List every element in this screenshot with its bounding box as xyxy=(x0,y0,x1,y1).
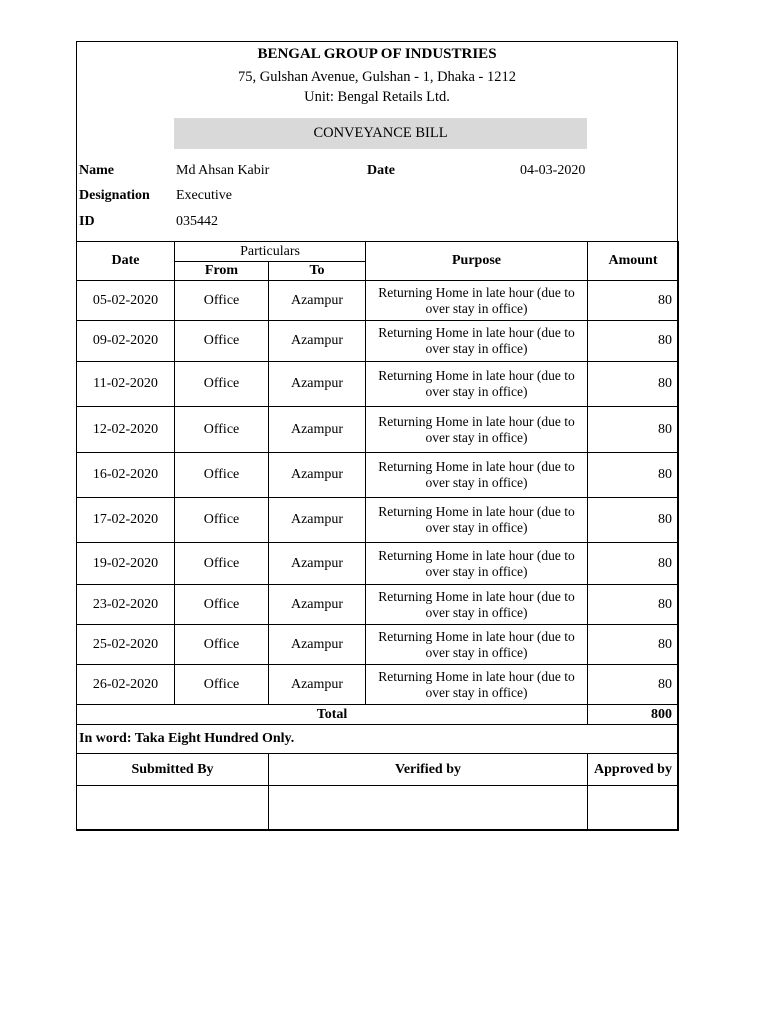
inword-row xyxy=(77,725,679,754)
row-to: Azampur xyxy=(269,625,366,665)
row-date: 17-02-2020 xyxy=(77,498,175,543)
row-from: Office xyxy=(175,665,269,705)
row-to: Azampur xyxy=(269,665,366,705)
row-date: 19-02-2020 xyxy=(77,543,175,585)
column-header-particulars: Particulars xyxy=(175,242,366,262)
row-to: Azampur xyxy=(269,453,366,498)
row-to: Azampur xyxy=(269,362,366,407)
row-purpose: Returning Home in late hour (due to over stay in office) xyxy=(366,453,588,498)
column-header-from: From xyxy=(175,262,269,281)
row-date: 16-02-2020 xyxy=(77,453,175,498)
row-amount: 80 xyxy=(588,585,679,625)
row-purpose: Returning Home in late hour (due to over stay in office) xyxy=(366,625,588,665)
company-address: 75, Gulshan Avenue, Gulshan - 1, Dhaka - 1212 xyxy=(238,69,516,85)
row-to: Azampur xyxy=(269,321,366,362)
row-amount: 80 xyxy=(588,498,679,543)
row-amount: 80 xyxy=(588,543,679,585)
row-to: Azampur xyxy=(269,281,366,321)
row-amount: 80 xyxy=(588,407,679,453)
total-value: 800 xyxy=(588,705,679,725)
row-amount: 80 xyxy=(588,665,679,705)
row-purpose: Returning Home in late hour (due to over stay in office) xyxy=(366,362,588,407)
row-from: Office xyxy=(175,281,269,321)
table-row xyxy=(77,665,679,705)
row-purpose: Returning Home in late hour (due to over stay in office) xyxy=(366,407,588,453)
row-amount: 80 xyxy=(588,281,679,321)
row-purpose: Returning Home in late hour (due to over stay in office) xyxy=(366,665,588,705)
row-amount: 80 xyxy=(588,625,679,665)
company-name: BENGAL GROUP OF INDUSTRIES xyxy=(257,46,497,62)
row-to: Azampur xyxy=(269,543,366,585)
table-row xyxy=(77,543,679,585)
row-from: Office xyxy=(175,625,269,665)
column-header-date: Date xyxy=(77,242,175,281)
row-from: Office xyxy=(175,585,269,625)
column-header-to: To xyxy=(269,262,366,281)
name-label: Name xyxy=(79,163,114,178)
row-date: 26-02-2020 xyxy=(77,665,175,705)
total-label: Total xyxy=(77,705,588,725)
signature-header-row xyxy=(77,754,679,786)
row-to: Azampur xyxy=(269,498,366,543)
column-header-amount: Amount xyxy=(588,242,679,281)
table-row xyxy=(77,625,679,665)
row-purpose: Returning Home in late hour (due to over stay in office) xyxy=(366,498,588,543)
row-date: 11-02-2020 xyxy=(77,362,175,407)
row-amount: 80 xyxy=(588,321,679,362)
id-label: ID xyxy=(79,214,95,229)
table-row xyxy=(77,585,679,625)
table-row xyxy=(77,281,679,321)
row-date: 12-02-2020 xyxy=(77,407,175,453)
table-row xyxy=(77,498,679,543)
designation-value: Executive xyxy=(176,188,232,203)
row-purpose: Returning Home in late hour (due to over stay in office) xyxy=(366,585,588,625)
row-from: Office xyxy=(175,543,269,585)
column-header-purpose: Purpose xyxy=(366,242,588,281)
row-from: Office xyxy=(175,453,269,498)
row-date: 23-02-2020 xyxy=(77,585,175,625)
row-purpose: Returning Home in late hour (due to over stay in office) xyxy=(366,321,588,362)
table-header-row xyxy=(77,242,679,262)
total-row xyxy=(77,705,679,725)
row-from: Office xyxy=(175,321,269,362)
name-value: Md Ahsan Kabir xyxy=(176,163,270,178)
table-row xyxy=(77,362,679,407)
expense-table xyxy=(76,241,679,831)
row-date: 05-02-2020 xyxy=(77,281,175,321)
submitted-by-label: Submitted By xyxy=(77,754,269,786)
row-from: Office xyxy=(175,362,269,407)
verified-by-label: Verified by xyxy=(269,754,588,786)
company-unit: Unit: Bengal Retails Ltd. xyxy=(304,89,450,105)
id-value: 035442 xyxy=(176,214,218,229)
approved-by-signature xyxy=(588,786,679,831)
row-from: Office xyxy=(175,498,269,543)
table-row xyxy=(77,453,679,498)
approved-by-label: Approved by xyxy=(588,754,679,786)
verified-by-signature xyxy=(269,786,588,831)
submitted-by-signature xyxy=(77,786,269,831)
amount-in-words: In word: Taka Eight Hundred Only. xyxy=(77,725,679,754)
document-title: CONVEYANCE BILL xyxy=(174,118,587,149)
table-row xyxy=(77,321,679,362)
date-label: Date xyxy=(367,163,395,178)
signature-space-row xyxy=(77,786,679,831)
row-date: 09-02-2020 xyxy=(77,321,175,362)
row-from: Office xyxy=(175,407,269,453)
conveyance-bill-sheet xyxy=(76,41,678,830)
row-purpose: Returning Home in late hour (due to over stay in office) xyxy=(366,543,588,585)
table-row xyxy=(77,407,679,453)
row-amount: 80 xyxy=(588,453,679,498)
row-date: 25-02-2020 xyxy=(77,625,175,665)
row-to: Azampur xyxy=(269,407,366,453)
row-purpose: Returning Home in late hour (due to over stay in office) xyxy=(366,281,588,321)
designation-label: Designation xyxy=(79,188,150,203)
row-to: Azampur xyxy=(269,585,366,625)
row-amount: 80 xyxy=(588,362,679,407)
date-value: 04-03-2020 xyxy=(520,163,586,178)
